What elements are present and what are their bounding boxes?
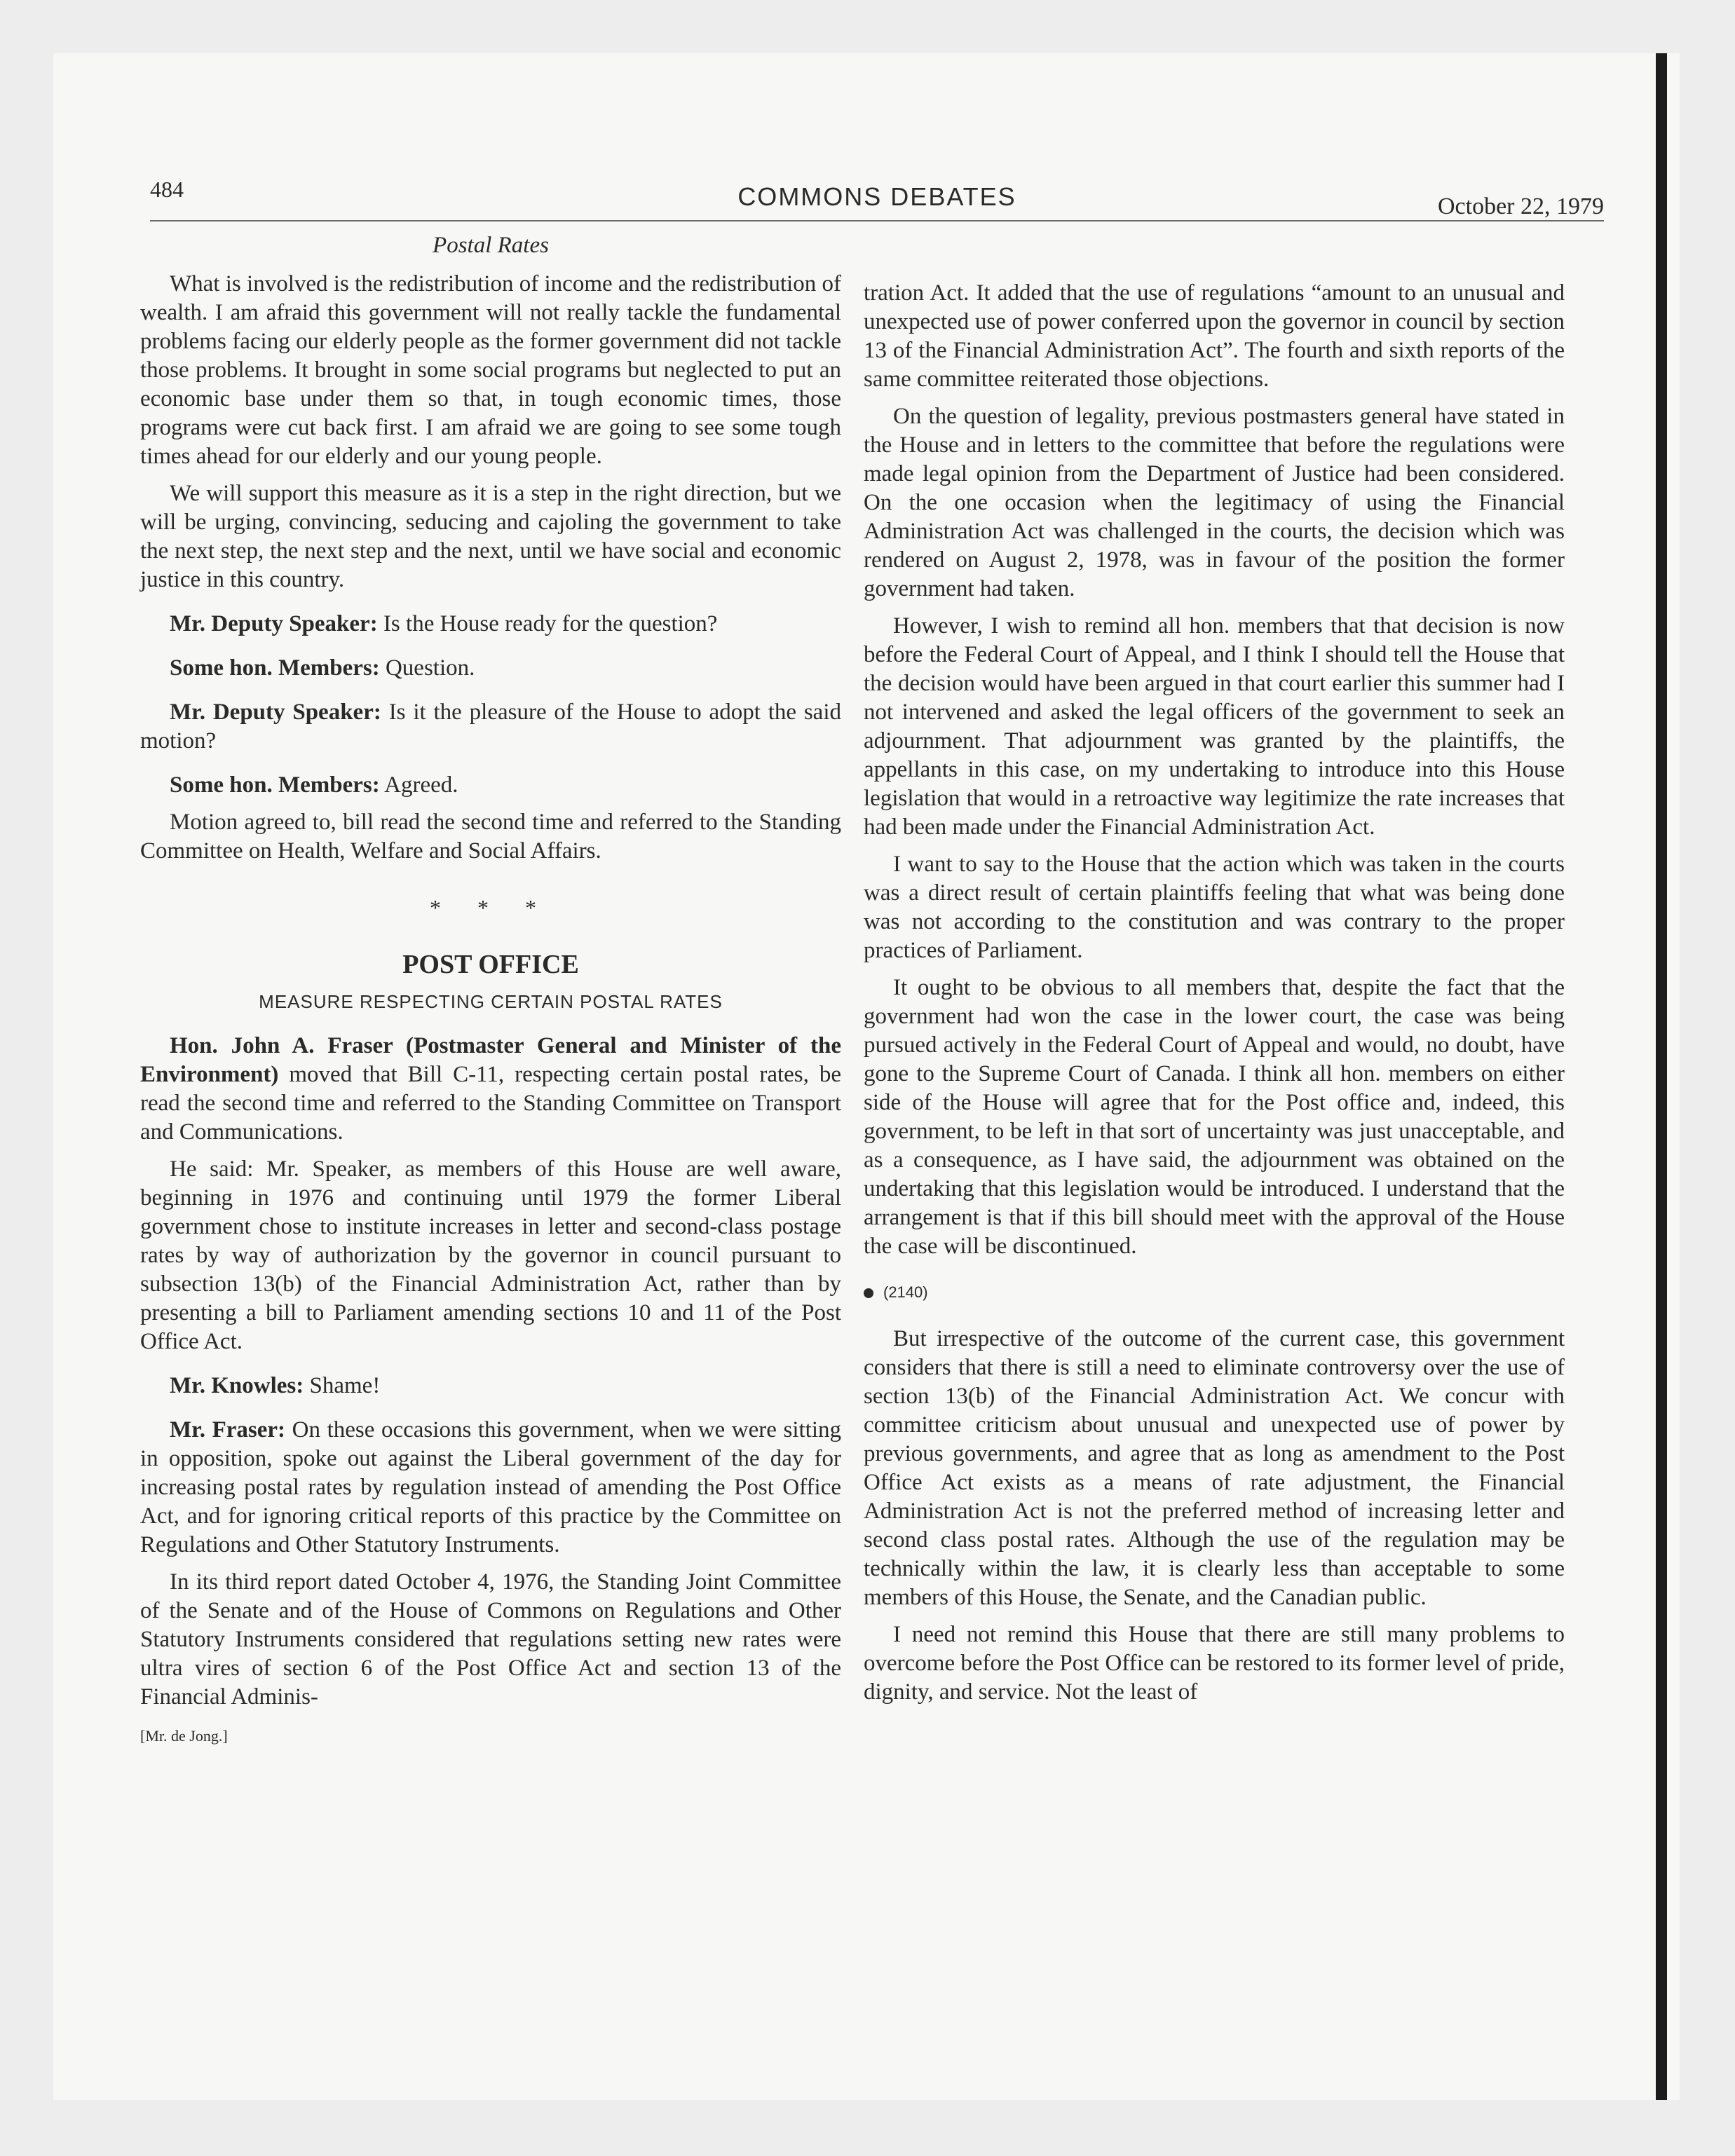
speech (140, 1416, 841, 1560)
speaker-name: Hon. John A. Fraser (Postmaster General and Minister of the Environment) (140, 1033, 841, 1087)
paragraph: On the question of legality, previous postmasters general have stated in the House and in letters to the committee that before the regulations were made legal opinion from the Department of Justice had been considered. On the one occasion when the legitimacy of using the Financial Administration Act was challenged in the courts, the decision which was rendered on August 2, 1978, was in favour of the position the former government had taken. (864, 404, 1565, 601)
paragraph: It ought to be obvious to all members that, despite the fact that the government had won the case in the lower court, the case was being pursued actively in the Federal Court of Appeal and would, no doubt, have gone to the Supreme Court of Canada. I think all hon. members on either side of the House will agree that for the Post office and, indeed, this government, to be left in that sort of uncertainty was just unacceptable, and as a consequence, as I have said, the adjournment was obtained on the undertaking that this legislation would be introduced. I understand that the arrangement is that if this bill should meet with the approval of the House the case will be discontinued. (864, 975, 1565, 1259)
speech-text: Is it the pleasure of the House to adopt the said motion? (140, 700, 842, 753)
speaker-name: Mr. Deputy Speaker: (170, 700, 381, 725)
speech (140, 771, 841, 800)
speaker-name: Mr. Deputy Speaker: (170, 611, 378, 636)
paragraph: In its third report dated October 4, 1976, the Standing Joint Committee of the Senate and of the House of Commons on Regulations and Other Statutory Instruments considered that regulations setting new rates were ultra vires of section 6 of the Post Office Act and section 13 of the Financial Adminis- (140, 1569, 841, 1710)
paragraph: He said: Mr. Speaker, as members of this House are well aware, beginning in 1976 and continuing until 1979 the former Liberal government chose to institute increases in letter and second-class postage rates by way of authorization by the governor in council pursuant to subsection 13(b) of the Financial Administration Act, rather than by presenting a bill to Parliament amending sections 10 and 11 of the Post Office Act. (140, 1157, 841, 1354)
speech (140, 1372, 841, 1400)
page-header (150, 177, 1604, 221)
speech (140, 654, 841, 683)
scan-edge (1656, 53, 1667, 2100)
speaker-name: Mr. Fraser: (170, 1417, 286, 1442)
speaker-footnote: [Mr. de Jong.] (140, 1727, 228, 1745)
speech-text: Is the House ready for the question? (383, 611, 718, 636)
paragraph: But irrespective of the outcome of the current case, this government considers that there is still a need to eliminate controversy over the use of section 13(b) of the Financial Administration Act. We concur with committee criticism about unusual and unexpected use of power by previous governments, and agree that as long as amendment to the Post Office Act exists as a means of rate adjustment, the Financial Administration Act is not the preferred method of increasing letter and second class postal rates. Although the use of the regulation may be technically within the law, it is clearly less than acceptable to some members of this House, the Senate, and the Canadian public. (864, 1326, 1565, 1610)
paragraph: What is involved is the redistribution of income and the redistribution of wealth. I am afraid this government will not really tackle the fundamental problems facing our elderly people as the former government did not tackle those problems. It brought in some social programs but neglected to put an economic base under them so that, in tough economic times, those programs were cut back first. I am afraid we are going to see some tough times ahead for our elderly and our young people. (140, 271, 841, 469)
speaker-name: Some hon. Members: (170, 655, 380, 681)
time-marker-text: (2140) (883, 1283, 928, 1301)
time-marker (864, 1278, 1565, 1306)
running-head: Postal Rates (433, 233, 549, 258)
paragraph: I want to say to the House that the action which was taken in the courts was a direct result of certain plaintiffs feeling that what was being done was not according to the constitution and was contrary to the proper practices of Parliament. (864, 852, 1565, 963)
paragraph: I need not remind this House that there are still many problems to overcome before the Post Office can be restored to its former level of pride, dignity, and service. Not the least of (864, 1622, 1565, 1705)
speech-text: moved that Bill C-11, respecting certain postal rates, be read the second time and referred to the Standing Committee on Transport and Communications. (140, 1062, 841, 1145)
section-title: POST OFFICE (402, 950, 579, 979)
speech (140, 610, 841, 639)
section-divider: * * * (430, 895, 552, 920)
left-column (140, 231, 841, 1750)
speech-text: On these occasions this government, when we were sitting in opposition, spoke out against the Liberal government of the day for increasing postal rates by regulation instead of amending the Post Office Act, and for ignoring critical reports of this practice by the Committee on Regulations and Other Statutory Instruments. (140, 1417, 841, 1557)
paragraph: However, I wish to remind all hon. members that that decision is now before the Federal Court of Appeal, and I think I should tell the House that the decision would have been argued in that court earlier this summer had I not intervened and asked the legal officers of the government to seek an adjournment. That adjournment was granted by the plaintiffs, the appellants in this case, on my undertaking to introduce into this House legislation that would in a retroactive way legitimize the rate increases that had been made under the Financial Administration Act. (864, 613, 1565, 840)
speech (140, 698, 841, 756)
publication-title: COMMONS DEBATES (737, 182, 1016, 211)
speech (140, 1032, 841, 1147)
bullet-icon (864, 1288, 873, 1298)
right-column (864, 279, 1565, 1715)
speech-text: Shame! (309, 1373, 381, 1398)
paragraph: tration Act. It added that the use of regulations “amount to an unusual and unexpected use of power conferred upon the governor in council by section 13 of the Financial Administration Act”. The fourth and sixth reports of the same committee reiterated those objections. (864, 280, 1565, 392)
paragraph: Motion agreed to, bill read the second time and referred to the Standing Committee on Health, Welfare and Social Affairs. (140, 810, 841, 864)
speaker-name: Mr. Knowles: (170, 1373, 304, 1398)
paragraph: We will support this measure as it is a step in the right direction, but we will be urging, convincing, seducing and cajoling the government to take the next step, the next step and the next, until we have social and economic justice in this country. (140, 481, 841, 592)
section-subtitle: MEASURE RESPECTING CERTAIN POSTAL RATES (259, 991, 723, 1012)
speech-text: Question. (385, 655, 475, 681)
speaker-name: Some hon. Members: (170, 772, 380, 798)
speech-text: Agreed. (384, 772, 458, 798)
page-number: 484 (150, 177, 184, 202)
page-date: October 22, 1979 (1437, 193, 1604, 219)
